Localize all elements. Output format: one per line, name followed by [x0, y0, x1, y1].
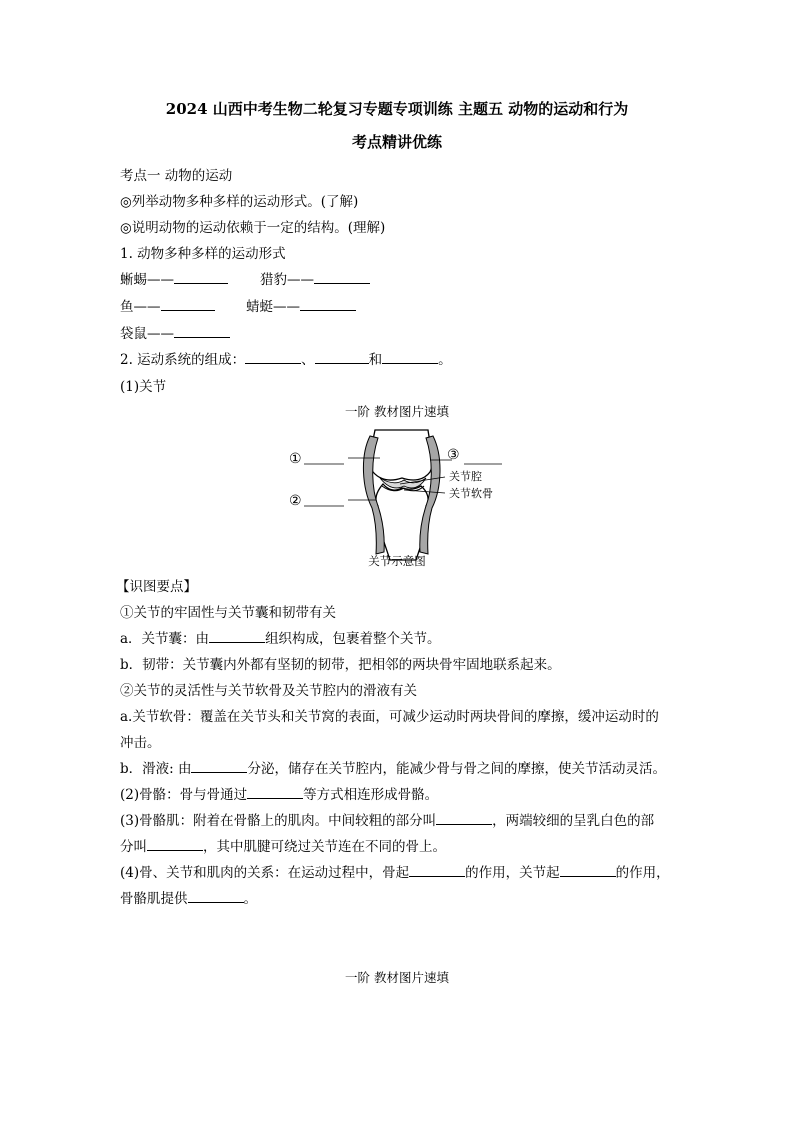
animal-row-2b	[246, 301, 356, 315]
item-muscle2-pre: 分叫	[120, 839, 147, 855]
item-relation-post: 的作用，	[615, 865, 670, 881]
answer-blank[interactable]	[245, 362, 301, 364]
keypoint-1b: b．韧带：关节囊内外都有坚韧的韧带，把相邻的两块骨牢固地联系起来。	[120, 657, 561, 673]
item-muscle-pre: (3)骨骼肌：附着在骨骼上的肌肉。中间较粗的部分叫	[120, 813, 437, 829]
answer-blank[interactable]	[560, 875, 616, 877]
question-1-title: 1. 动物多种多样的运动形式	[120, 246, 286, 262]
page-title: 2024 山西中考生物二轮复习专题专项训练 主题五 动物的运动和行为	[165, 100, 629, 118]
item-relation-pre: (4)骨、关节和肌肉的关系：在运动过程中，骨起	[120, 865, 410, 881]
item-muscle2-post: ，其中肌腱可绕过关节连在不同的骨上。	[203, 839, 446, 855]
answer-blank[interactable]	[147, 849, 203, 851]
animal-row-1	[120, 274, 228, 288]
answer-blank[interactable]	[161, 309, 215, 311]
answer-blank[interactable]	[209, 641, 265, 643]
answer-blank[interactable]	[247, 797, 303, 799]
figure-label-3: ③	[447, 447, 460, 463]
footer-figure-title: 一阶 教材图片速填	[345, 970, 449, 985]
figure-label-cavity: 关节腔	[449, 470, 482, 483]
item-relation2-pre: 骨骼肌提供	[120, 891, 188, 907]
figure-label-cartilage: 关节软骨	[449, 487, 493, 500]
animal-row-1b	[260, 274, 370, 288]
keypoint-2b-pre: b．滑液: 由	[120, 761, 192, 777]
animal-row-3	[120, 328, 230, 342]
question-2-prefix: 2. 运动系统的组成：	[120, 352, 246, 368]
answer-blank[interactable]	[315, 362, 369, 364]
answer-blank[interactable]	[300, 309, 356, 311]
keypoint-2a-line2: 冲击。	[120, 735, 161, 751]
answer-blank[interactable]	[382, 362, 438, 364]
keypoint-2b-post: 分泌，储存在关节腔内，能减少骨与骨之间的摩擦，使关节活动灵活。	[247, 761, 666, 777]
item-relation2-post: 。	[243, 891, 257, 907]
keypoint-1a-pre: a．关节囊：由	[120, 631, 210, 647]
item-skeleton-pre: (2)骨骼：骨与骨通过	[120, 787, 248, 803]
keypoint-1a	[120, 633, 441, 647]
item-relation-mid: 的作用，关节起	[465, 865, 560, 881]
keypoint-2b	[120, 763, 666, 777]
item-muscle	[120, 815, 654, 829]
item-muscle-mid: ，两端较细的呈乳白色的部	[492, 813, 655, 829]
animal-dragonfly: 蜻蜓——	[246, 299, 300, 315]
answer-blank[interactable]	[409, 875, 465, 877]
keypoint-2: ②关节的灵活性与关节软骨及关节腔内的滑液有关	[120, 683, 417, 699]
objective-2: ◎说明动物的运动依赖于一定的结构。(理解)	[120, 220, 386, 236]
item-relation-cont	[120, 893, 257, 907]
answer-blank[interactable]	[436, 823, 492, 825]
animal-fish: 鱼——	[120, 299, 161, 315]
answer-blank[interactable]	[174, 336, 230, 338]
figure-caption: 关节示意图	[368, 554, 426, 568]
item-muscle-cont	[120, 841, 446, 855]
question-2	[120, 354, 452, 368]
item-skeleton	[120, 789, 438, 803]
animal-lizard: 蜥蜴——	[120, 272, 174, 288]
answer-blank[interactable]	[174, 282, 228, 284]
keypoint-1: ①关节的牢固性与关节囊和韧带有关	[120, 605, 336, 621]
answer-blank[interactable]	[188, 901, 244, 903]
animal-cheetah: 猎豹——	[260, 272, 314, 288]
answer-blank[interactable]	[314, 282, 370, 284]
animal-kangaroo: 袋鼠——	[120, 326, 174, 342]
item-skeleton-post: 等方式相连形成骨骼。	[303, 787, 439, 803]
joint-heading: (1)关节	[120, 379, 167, 395]
section-heading: 考点一 动物的运动	[120, 168, 233, 184]
answer-blank[interactable]	[191, 771, 247, 773]
upper-bone	[370, 430, 432, 480]
page-subtitle: 考点精讲优练	[351, 133, 442, 151]
figure-title: 一阶 教材图片速填	[345, 404, 449, 419]
separator: 、	[301, 352, 315, 368]
keypoints-heading: 【识图要点】	[116, 579, 197, 595]
keypoint-1a-post: 组织构成，包裹着整个关节。	[265, 631, 441, 647]
objective-1: ◎列举动物多种多样的运动形式。(了解)	[120, 194, 359, 210]
separator: 。	[438, 352, 452, 368]
figure-label-2: ②	[289, 493, 302, 509]
keypoint-2a-line1: a.关节软骨：覆盖在关节头和关节窝的表面，可减少运动时两块骨间的摩擦，缓冲运动时的	[120, 709, 659, 725]
separator: 和	[368, 352, 383, 368]
figure-label-1: ①	[289, 451, 302, 467]
animal-row-2	[120, 301, 215, 315]
item-relation	[120, 867, 670, 881]
